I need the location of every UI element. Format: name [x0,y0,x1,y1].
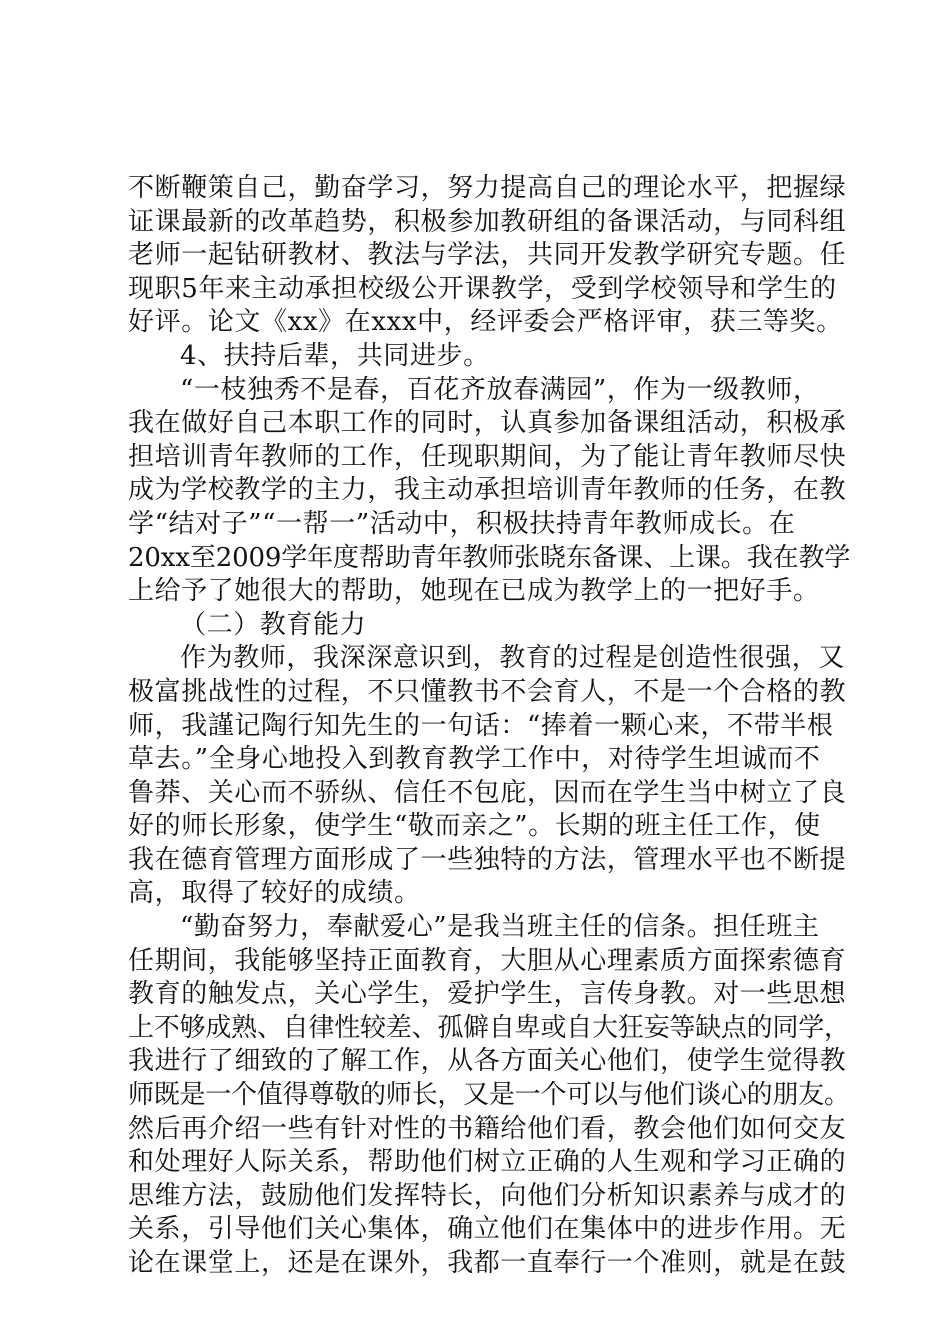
text-line: 草去。”全身心地投入到教育教学工作中，对待学生坦诚而不 [128,744,821,775]
text-line: 学“结对子”“一帮一”活动中，积极扶持青年教师成长。在 [128,508,796,539]
text-line: 任期间，我能够坚持正面教育，大胆从心理素质方面探索德育 [128,945,847,976]
text-line: 我在做好自己本职工作的同时，认真参加备课组活动，积极承 [128,408,847,439]
text-line: 思维方法，鼓励他们发挥特长，向他们分析知识素养与成才的 [128,1180,847,1211]
text-line: 然后再介绍一些有针对性的书籍给他们看，教会他们如何交友 [128,1113,847,1144]
text-line: 不断鞭策自己，勤奋学习，努力提高自己的理论水平，把握绿 [128,173,847,203]
text-line: 高，取得了较好的成绩。 [128,878,421,909]
text-line: 作为教师，我深深意识到，教育的过程是创造性很强，又 [180,643,846,674]
text-line: 极富挑战性的过程，不只懂教书不会育人，不是一个合格的教 [128,676,847,707]
text-line: “勤奋努力，奉献爱心”是我当班主任的信条。担任班主 [180,912,820,943]
text-line: 和处理好人际关系，帮助他们树立正确的人生观和学习正确的 [128,1147,847,1178]
text-line: 关系，引导他们关心集体，确立他们在集体中的进步作用。无 [128,1214,847,1245]
text-line: 师，我謹记陶行知先生的一句话：“捧着一颗心来，不带半根 [128,710,834,741]
text-line: 上不够成熟、自律性较差、孤僻自卑或自大狂妄等缺点的同学， [128,1012,850,1043]
text-line: 我在德育管理方面形成了一些独特的方法，管理水平也不断提 [128,844,847,875]
text-line: 4、扶持后辈，共同进步。 [180,340,490,371]
text-line: 担培训青年教师的工作，任现职期间，为了能让青年教师尽快 [128,441,847,472]
document-page [128,172,850,1281]
text-line: 现职5年来主动承担校级公开课教学，受到学校领导和学生的 [128,273,837,304]
text-line: 师既是一个值得尊敬的师长，又是一个可以与他们谈心的朋友。 [128,1080,850,1111]
text-line: 我进行了细致的了解工作，从各方面关心他们，使学生觉得教 [128,1046,847,1077]
text-line: 20xx至2009学年度帮助青年教师张晓东备课、上课。我在教学 [128,542,851,573]
text-line: 证课最新的改革趋势，积极参加教研组的备课活动，与同科组 [128,206,847,237]
text-line: 好的师长形象，使学生“敬而亲之”。长期的班主任工作，使 [128,811,821,842]
text-line: 好评。论文《xx》在xxx中，经评委会严格评审，获三等奖。 [128,307,843,338]
text-line: 论在课堂上，还是在课外，我都一直奉行一个准则，就是在鼓 [128,1248,847,1278]
text-line: 鲁莽、关心而不骄纵、信任不包庇，因而在学生当中树立了良 [128,777,847,808]
text-line: 老师一起钻研教材、教法与学法，共同开发教学研究专题。任 [128,240,847,271]
text-line: 成为学校教学的主力，我主动承担培训青年教师的任务，在教 [128,475,847,506]
text-line: 教育的触发点，关心学生，爱护学生，言传身教。对一些思想 [128,979,847,1010]
text-line: （二）教育能力 [180,609,367,640]
text-line: “一枝独秀不是春，百花齐放春满园”，作为一级教师， [180,374,820,405]
text-line: 上给予了她很大的帮助，她现在已成为教学上的一把好手。 [128,576,820,607]
